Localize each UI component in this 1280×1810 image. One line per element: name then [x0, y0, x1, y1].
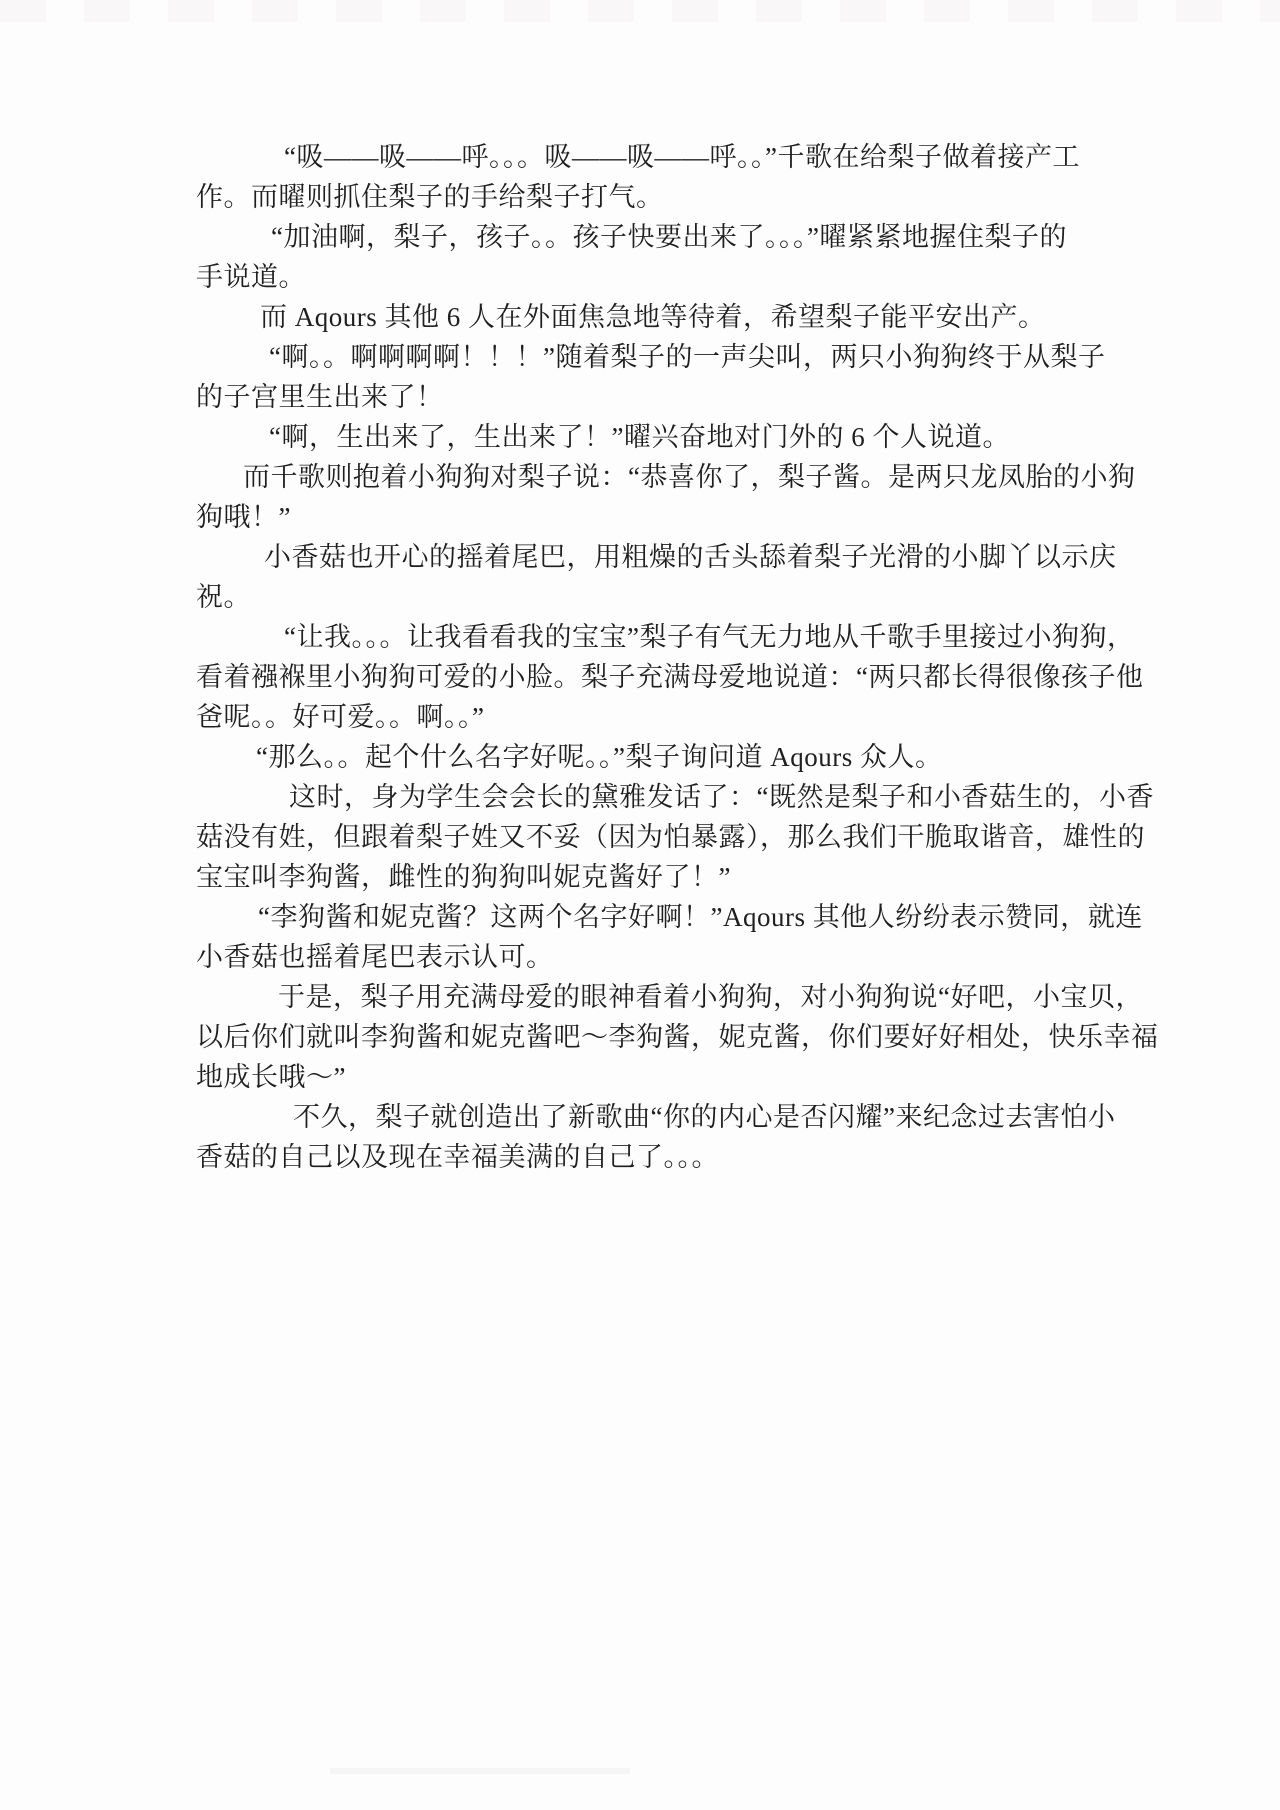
- text-line: “吸——吸——呼。。。吸——吸——呼。。”千歌在给梨子做着接产工: [284, 142, 1080, 172]
- text-line: 于是，梨子用充满母爱的眼神看着小狗狗，对小狗狗说“好吧，小宝贝，: [278, 982, 1143, 1012]
- text-line: “啊。。啊啊啊啊！！！”随着梨子的一声尖叫，两只小狗狗终于从梨子: [269, 342, 1106, 372]
- text-line: “那么。。起个什么名字好呢。。”梨子询问道 Aqours 众人。: [256, 742, 943, 772]
- text-line: 而 Aqours 其他 6 人在外面焦急地等待着，希望梨子能平安出产。: [260, 302, 1046, 332]
- text-line: 看着襁褓里小狗狗可爱的小脸。梨子充满母爱地说道：“两只都长得很像孩子他: [196, 662, 1144, 692]
- text-line: “让我。。。让我看看我的宝宝”梨子有气无力地从千歌手里接过小狗狗，: [284, 622, 1135, 652]
- text-line: 手说道。: [196, 262, 306, 292]
- text-line: “啊，生出来了，生出来了！”曜兴奋地对门外的 6 个人说道。: [269, 422, 1010, 452]
- document-text-block: [196, 137, 1159, 1177]
- text-line: 这时，身为学生会会长的黛雅发话了：“既然是梨子和小香菇生的，小香: [289, 782, 1154, 812]
- bottom-edge-scan-artifact: [330, 1768, 630, 1774]
- text-line: 祝。: [196, 582, 251, 612]
- text-line: 香菇的自己以及现在幸福美满的自己了。。。: [196, 1142, 719, 1172]
- text-line: 狗哦！”: [196, 502, 291, 532]
- text-line: “李狗酱和妮克酱？这两个名字好啊！”Aqours 其他人纷纷表示赞同，就连: [258, 902, 1143, 932]
- text-line: 菇没有姓，但跟着梨子姓又不妥（因为怕暴露），那么我们干脆取谐音，雄性的: [196, 822, 1145, 852]
- text-line: 作。而曜则抓住梨子的手给梨子打气。: [196, 182, 664, 212]
- top-edge-scan-artifact: [0, 0, 1280, 22]
- text-line: 的子宫里生出来了！: [196, 382, 444, 412]
- text-line: 小香菇也开心的摇着尾巴，用粗燥的舌头舔着梨子光滑的小脚丫以示庆: [264, 542, 1117, 572]
- text-line: 小香菇也摇着尾巴表示认可。: [196, 942, 554, 972]
- text-line: 地成长哦～”: [196, 1062, 346, 1092]
- text-line: 不久，梨子就创造出了新歌曲“你的内心是否闪耀”来纪念过去害怕小: [293, 1102, 1116, 1132]
- text-line: “加油啊，梨子，孩子。。孩子快要出来了。。。”曜紧紧地握住梨子的: [271, 222, 1067, 252]
- text-line: 爸呢。。好可爱。。啊。。”: [196, 702, 485, 732]
- text-line: 而千歌则抱着小狗狗对梨子说：“恭喜你了，梨子酱。是两只龙凤胎的小狗: [243, 462, 1136, 492]
- text-line: 以后你们就叫李狗酱和妮克酱吧～李狗酱，妮克酱，你们要好好相处，快乐幸福: [196, 1022, 1159, 1052]
- text-line: 宝宝叫李狗酱，雌性的狗狗叫妮克酱好了！”: [196, 862, 731, 892]
